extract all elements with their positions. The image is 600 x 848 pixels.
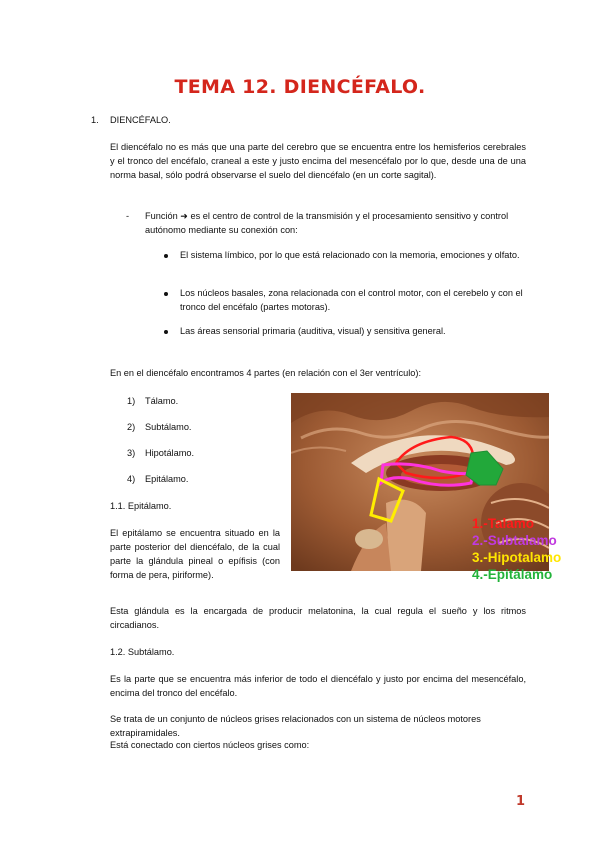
legend-item-hipotalamo: 3.-Hipotalamo bbox=[472, 550, 562, 565]
list-number: 2) bbox=[127, 422, 136, 432]
section-number: 1. bbox=[91, 115, 99, 125]
list-item: Tálamo. bbox=[145, 396, 179, 406]
dash-marker: - bbox=[126, 211, 130, 221]
bullet-icon bbox=[164, 254, 168, 258]
list-item: Epitálamo. bbox=[145, 474, 189, 484]
page-number: 1 bbox=[516, 794, 526, 809]
subsection-heading-epitalamo: 1.1. Epitálamo. bbox=[110, 501, 172, 511]
list-number: 4) bbox=[127, 474, 136, 484]
bullet-icon bbox=[164, 330, 168, 334]
page-title: TEMA 12. DIENCÉFALO. bbox=[174, 76, 426, 98]
bullet-item: Los núcleos basales, zona relacionada con el control motor, con el cerebelo y con el tronco del encéfalo (partes motoras). bbox=[180, 288, 523, 312]
melatonin-paragraph: Esta glándula es la encargada de producir melatonina, la cual regula el sueño y los ritmos circadianos. bbox=[110, 606, 526, 630]
list-item: Hipotálamo. bbox=[145, 448, 195, 458]
list-number: 1) bbox=[127, 396, 136, 406]
subtalamo-paragraph-3: Está conectado con ciertos núcleos grises como: bbox=[110, 740, 310, 750]
list-item: Subtálamo. bbox=[145, 422, 192, 432]
function-paragraph: Función ➜ es el centro de control de la transmisión y el procesamiento sensitivo y control autónomo mediante su conexión con: bbox=[145, 211, 509, 235]
bullet-item: El sistema límbico, por lo que está relacionado con la memoria, emociones y olfato. bbox=[180, 250, 520, 260]
subtalamo-paragraph-2: Se trata de un conjunto de núcleos grises relacionados con un sistema de núcleos motores extrapiramidales. bbox=[110, 714, 481, 738]
list-number: 3) bbox=[127, 448, 136, 458]
parts-intro: En en el diencéfalo encontramos 4 partes (en relación con el 3er ventrículo): bbox=[110, 368, 422, 378]
legend-item-talamo: 1.-Talamo bbox=[472, 516, 535, 531]
subsection-heading-subtalamo: 1.2. Subtálamo. bbox=[110, 647, 175, 657]
bullet-icon bbox=[164, 292, 168, 296]
legend-item-subtalamo: 2.-Subtalamo bbox=[472, 533, 557, 548]
legend-item-epitalamo: 4.-Epitálamo bbox=[472, 567, 553, 582]
intro-paragraph: El diencéfalo no es más que una parte del cerebro que se encuentra entre los hemisferios cerebrales y el tronco del encéfalo, craneal a este y justo encima del mesencéfalo por lo que, desde una de una norma basal, sólo podrá observarse el suelo del diencéfalo (en un corte sagital). bbox=[110, 142, 526, 180]
epitalamo-paragraph: El epitálamo se encuentra situado en la parte posterior del diencéfalo, de la cual parte la glándula pineal o epífisis (con forma de pera, piriforme). bbox=[110, 528, 280, 580]
subtalamo-paragraph: Es la parte que se encuentra más inferior de todo el diencéfalo y justo por encima del mesencéfalo, encima del tronco del encéfalo. bbox=[110, 674, 526, 698]
section-heading: DIENCÉFALO. bbox=[110, 115, 171, 125]
bullet-item: Las áreas sensorial primaria (auditiva, visual) y sensitiva general. bbox=[180, 326, 446, 336]
